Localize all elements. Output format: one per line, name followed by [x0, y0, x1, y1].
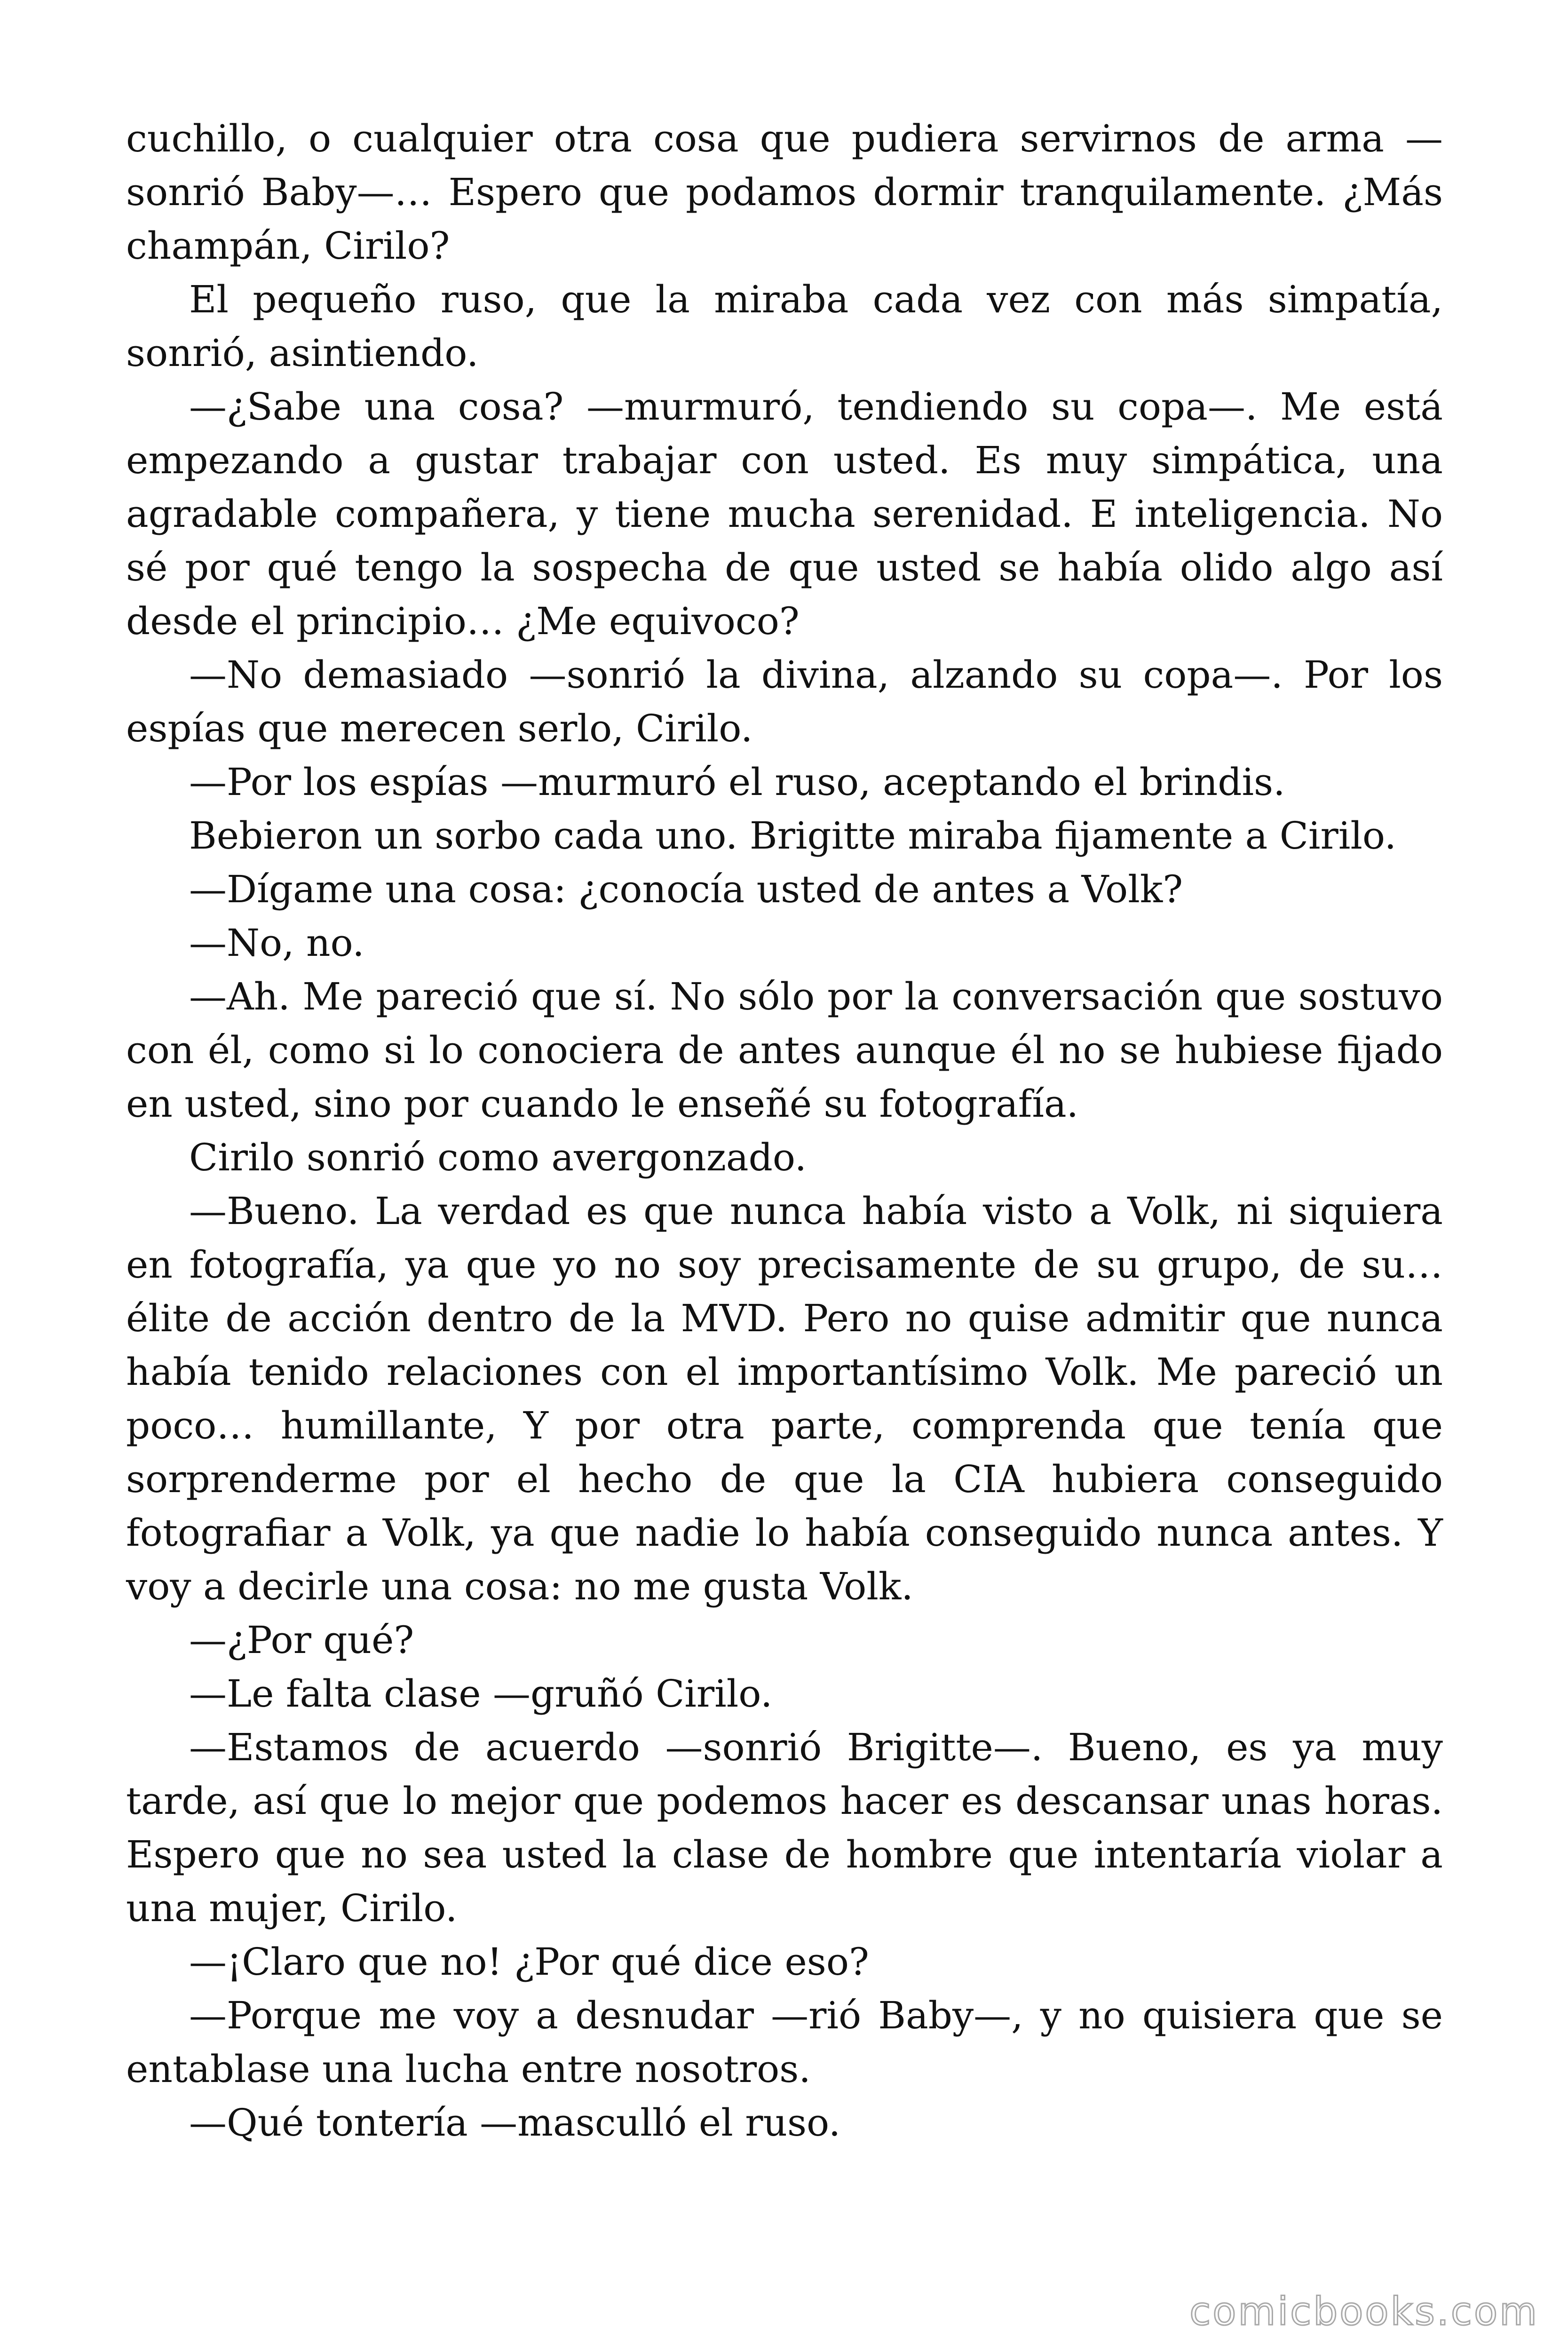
paragraph: —Ah. Me pareció que sí. No sólo por la conversación que sostuvo con él, como si lo conociera de antes aunque él no se hubiese fijado en usted, sino por cuando le enseñé su fotografía. — [126, 975, 1443, 1126]
paragraph: —¿Sabe una cosa? —murmuró, tendiendo su copa—. Me está empezando a gustar trabajar con usted. Es muy simpática, una agradable compañera, y tiene mucha serenidad. E inteligencia. No sé por qué tengo la sospecha de que usted se había olido algo así desde el principio… ¿Me equivoco? — [126, 385, 1443, 643]
paragraph: —Dígame una cosa: ¿conocía usted de antes a Volk? — [189, 867, 1183, 911]
paragraph: —Le falta clase —gruñó Cirilo. — [189, 1672, 773, 1716]
paragraph: —¡Claro que no! ¿Por qué dice eso? — [189, 1940, 869, 1984]
watermark: comicbooks.com — [1189, 2289, 1539, 2334]
paragraph: —No demasiado —sonrió la divina, alzando su copa—. Por los espías que merecen serlo, Cirilo. — [126, 653, 1443, 750]
paragraph: —¿Por qué? — [189, 1618, 414, 1662]
paragraph: Cirilo sonrió como avergonzado. — [189, 1136, 807, 1179]
paragraph: —No, no. — [189, 921, 364, 965]
paragraph: —Estamos de acuerdo —sonrió Brigitte—. Bueno, es ya muy tarde, así que lo mejor que podemos hacer es descansar unas horas. Espero que no sea usted la clase de hombre que intentaría violar a una mujer, Cirilo. — [126, 1725, 1443, 1930]
paragraph: Bebieron un sorbo cada uno. Brigitte miraba fijamente a Cirilo. — [189, 814, 1397, 858]
paragraph: —Bueno. La verdad es que nunca había visto a Volk, ni siquiera en fotografía, ya que yo no soy precisamente de su grupo, de su… élite de acción dentro de la MVD. Pero no quise admitir que nunca había tenido relaciones con el importantísimo Volk. Me pareció un poco… humillante, Y por otra parte, comprenda que tenía que sorprenderme por el hecho de que la CIA hubiera conseguido fotografiar a Volk, ya que nadie lo había conseguido nunca antes. Y voy a decirle una cosa: no me gusta Volk. — [126, 1189, 1443, 1608]
paragraph: —Por los espías —murmuró el ruso, aceptando el brindis. — [189, 760, 1285, 804]
paragraph: —Porque me voy a desnudar —rió Baby—, y no quisiera que se entablase una lucha entre nosotros. — [126, 1994, 1443, 2091]
body-text — [126, 112, 1443, 2150]
paragraph: —Qué tontería —masculló el ruso. — [189, 2101, 841, 2145]
paragraph: El pequeño ruso, que la miraba cada vez con más simpatía, sonrió, asintiendo. — [126, 278, 1443, 375]
paragraph: cuchillo, o cualquier otra cosa que pudiera servirnos de arma —sonrió Baby—… Espero que podamos dormir tranquilamente. ¿Más champán, Cirilo? — [126, 117, 1443, 268]
